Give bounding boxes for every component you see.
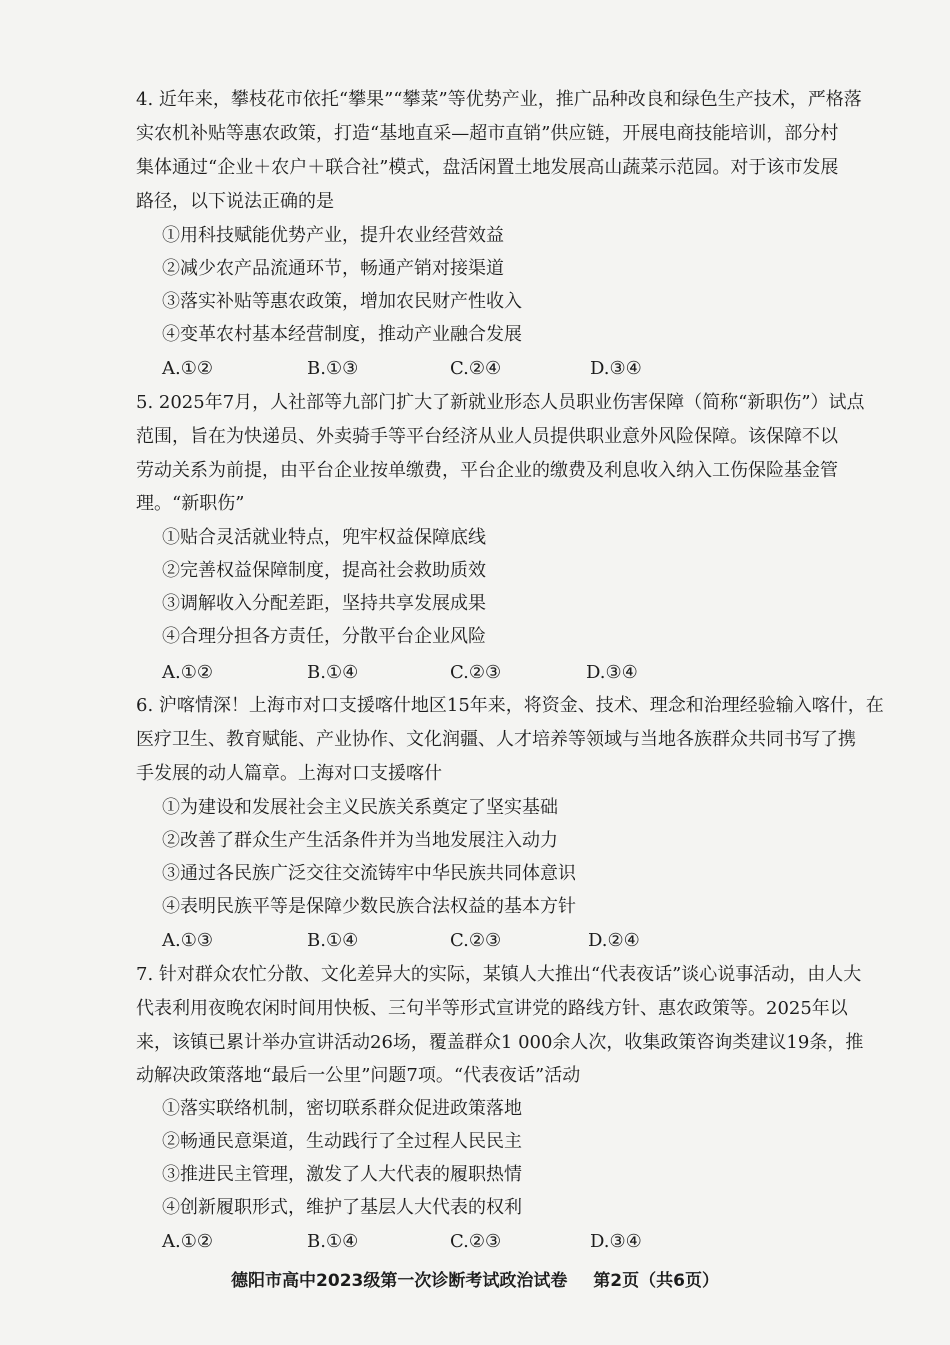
question-7-statement-1: ①落实联络机制，密切联系群众促进政策落地: [162, 1098, 522, 1119]
question-6-statement-3: ③通过各民族广泛交往交流铸牢中华民族共同体意识: [162, 863, 576, 884]
question-5-statement-3: ③调解收入分配差距，坚持共享发展成果: [162, 593, 486, 614]
question-6-choice-b[interactable]: B.①④: [307, 930, 359, 951]
question-5-choice-d[interactable]: D.③④: [586, 662, 638, 683]
question-6-statement-2: ②改善了群众生产生活条件并为当地发展注入动力: [162, 830, 558, 851]
question-5-choice-a[interactable]: A.①②: [162, 662, 213, 683]
question-4-choice-a[interactable]: A.①②: [162, 358, 213, 379]
question-4-stem-line-2: 实农机补贴等惠农政策，打造“基地直采—超市直销”供应链，开展电商技能培训，部分村: [136, 123, 839, 144]
question-5-stem-line-2: 范围，旨在为快递员、外卖骑手等平台经济从业人员提供职业意外风险保障。该保障不以: [136, 426, 838, 447]
question-7-choice-a[interactable]: A.①②: [162, 1231, 213, 1252]
question-6-stem-line-1: 6. 沪喀情深！上海市对口支援喀什地区15年来，将资金、技术、理念和治理经验输入喀什，在: [136, 695, 884, 716]
question-5-stem-line-3: 劳动关系为前提，由平台企业按单缴费，平台企业的缴费及利息收入纳入工伤保险基金管: [136, 460, 838, 481]
question-5-choice-b[interactable]: B.①④: [307, 662, 359, 683]
question-7-stem-line-3: 来，该镇已累计举办宣讲活动26场，覆盖群众1 000余人次，收集政策咨询类建议19条，推: [136, 1032, 864, 1053]
question-5-stem-line-1: 5. 2025年7月，人社部等九部门扩大了新就业形态人员职业伤害保障（简称“新职伤”）试点: [136, 392, 865, 413]
question-7-stem-line-4: 动解决政策落地“最后一公里”问题7项。“代表夜话”活动: [136, 1065, 581, 1086]
page-footer: [0, 1266, 950, 1291]
question-5-statement-2: ②完善权益保障制度，提高社会救助质效: [162, 560, 486, 581]
question-7-stem-line-2: 代表利用夜晚农闲时间用快板、三句半等形式宣讲党的路线方针、惠农政策等。2025年以: [136, 998, 848, 1019]
question-7-stem-line-1: 7. 针对群众农忙分散、文化差异大的实际，某镇人大推出“代表夜话”谈心说事活动，由人大: [136, 964, 862, 985]
page-number: 第2页（共6页）: [593, 1271, 719, 1291]
question-6-stem-line-3: 手发展的动人篇章。上海对口支援喀什: [136, 763, 442, 784]
question-5-choice-c[interactable]: C.②③: [450, 662, 502, 683]
question-4-choice-c[interactable]: C.②④: [450, 358, 502, 379]
question-7-statement-2: ②畅通民意渠道，生动践行了全过程人民民主: [162, 1131, 522, 1152]
question-7-choice-c[interactable]: C.②③: [450, 1231, 502, 1252]
question-6-stem-line-2: 医疗卫生、教育赋能、产业协作、文化润疆、人才培养等领域与当地各族群众共同书写了携: [136, 729, 856, 750]
question-4-statement-4: ④变革农村基本经营制度，推动产业融合发展: [162, 324, 522, 345]
question-6-statement-4: ④表明民族平等是保障少数民族合法权益的基本方针: [162, 896, 576, 917]
question-7-statement-3: ③推进民主管理，激发了人大代表的履职热情: [162, 1164, 522, 1185]
question-5-statement-4: ④合理分担各方责任，分散平台企业风险: [162, 626, 486, 647]
question-5-statement-1: ①贴合灵活就业特点，兜牢权益保障底线: [162, 527, 486, 548]
question-7-choice-d[interactable]: D.③④: [590, 1231, 642, 1252]
question-6-choice-a[interactable]: A.①③: [162, 930, 213, 951]
question-7-choice-b[interactable]: B.①④: [307, 1231, 359, 1252]
question-4-stem-line-3: 集体通过“企业＋农户＋联合社”模式，盘活闲置土地发展高山蔬菜示范园。对于该市发展: [136, 157, 839, 178]
question-6-choice-d[interactable]: D.②④: [588, 930, 640, 951]
question-4-stem-line-4: 路径，以下说法正确的是: [136, 191, 334, 212]
question-4-choice-d[interactable]: D.③④: [590, 358, 642, 379]
question-4-statement-1: ①用科技赋能优势产业，提升农业经营效益: [162, 225, 504, 246]
question-6-choice-c[interactable]: C.②③: [450, 930, 502, 951]
question-4-choice-b[interactable]: B.①③: [307, 358, 359, 379]
question-5-stem-line-4: 理。“新职伤”: [136, 493, 245, 514]
question-4-statement-3: ③落实补贴等惠农政策，增加农民财产性收入: [162, 291, 522, 312]
question-4-stem-line-1: 4. 近年来，攀枝花市依托“攀果”“攀菜”等优势产业，推广品种改良和绿色生产技术，严格落: [136, 89, 862, 110]
question-4-statement-2: ②减少农产品流通环节，畅通产销对接渠道: [162, 258, 504, 279]
question-7-statement-4: ④创新履职形式，维护了基层人大代表的权利: [162, 1197, 522, 1218]
exam-title: 德阳市高中2023级第一次诊断考试政治试卷: [231, 1271, 568, 1291]
question-6-statement-1: ①为建设和发展社会主义民族关系奠定了坚实基础: [162, 797, 558, 818]
